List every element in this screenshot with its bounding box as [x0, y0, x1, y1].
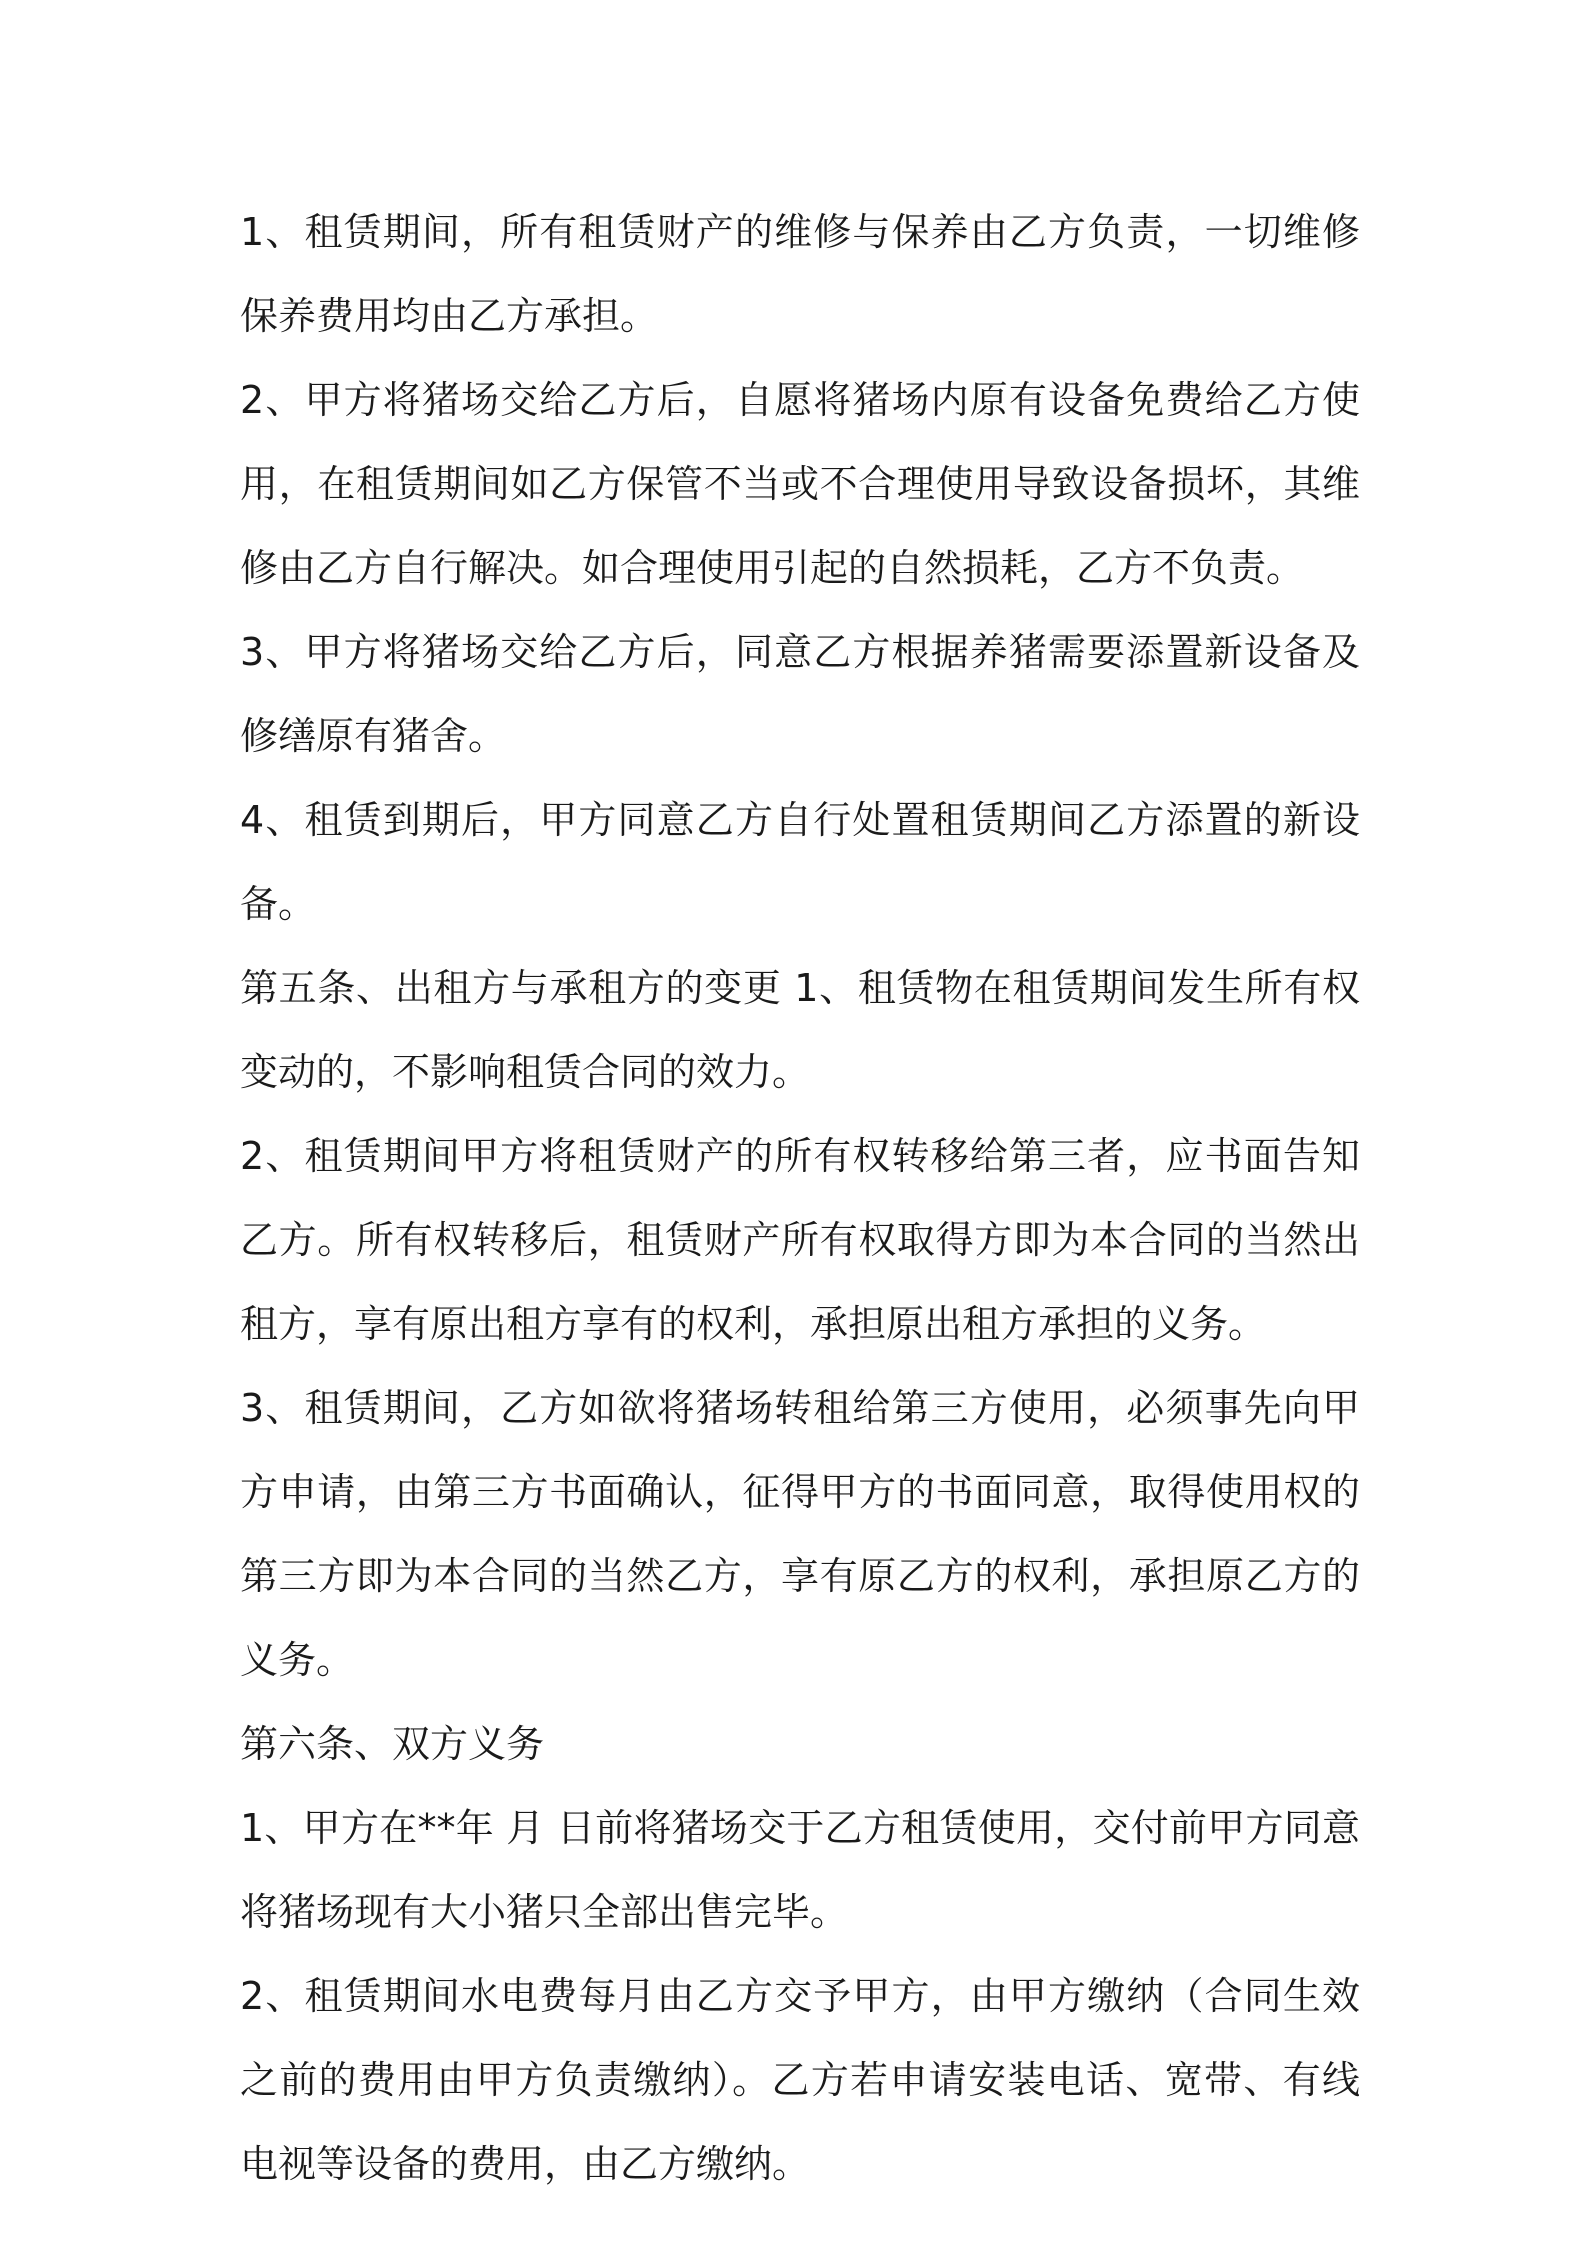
clause-paragraph-expiry: 4、租赁到期后，甲方同意乙方自行处置租赁期间乙方添置的新设备。	[240, 798, 1360, 926]
clause-paragraph-sublease: 3、租赁期间，乙方如欲将猪场转租给第三方使用，必须事先向甲方申请，由第三方书面确认，征得甲方的书面同意，取得使用权的第三方即为本合同的当然乙方，享有原乙方的权利，承担原乙方的义务。	[240, 1386, 1360, 1682]
clause-paragraph-maintenance: 1、租赁期间，所有租赁财产的维修与保养由乙方负责，一切维修保养费用均由乙方承担。	[240, 210, 1360, 338]
clause-paragraph-utilities: 2、租赁期间水电费每月由乙方交予甲方，由甲方缴纳（合同生效之前的费用由甲方负责缴纳）。乙方若申请安装电话、宽带、有线电视等设备的费用，由乙方缴纳。	[240, 1974, 1360, 2186]
clause-paragraph-handover: 1、甲方在**年 月 日前将猪场交于乙方租赁使用，交付前甲方同意将猪场现有大小猪只全部出售完毕。	[240, 1806, 1360, 1934]
clause-paragraph-new-equipment: 3、甲方将猪场交给乙方后，同意乙方根据养猪需要添置新设备及修缮原有猪舍。	[240, 630, 1360, 758]
clause-paragraph-equipment-use: 2、甲方将猪场交给乙方后，自愿将猪场内原有设备免费给乙方使用，在租赁期间如乙方保管不当或不合理使用导致设备损坏，其维修由乙方自行解决。如合理使用引起的自然损耗，乙方不负责。	[240, 378, 1360, 590]
clause-paragraph-ownership-transfer: 2、租赁期间甲方将租赁财产的所有权转移给第三者，应书面告知乙方。所有权转移后，租赁财产所有权取得方即为本合同的当然出租方，享有原出租方享有的权利，承担原出租方承担的义务。	[240, 1134, 1360, 1346]
article-six-heading: 第六条、双方义务	[240, 1722, 545, 1766]
document-body	[240, 190, 1360, 2206]
article-five-paragraph: 第五条、出租方与承租方的变更 1、租赁物在租赁期间发生所有权变动的，不影响租赁合同的效力。	[240, 966, 1360, 1094]
